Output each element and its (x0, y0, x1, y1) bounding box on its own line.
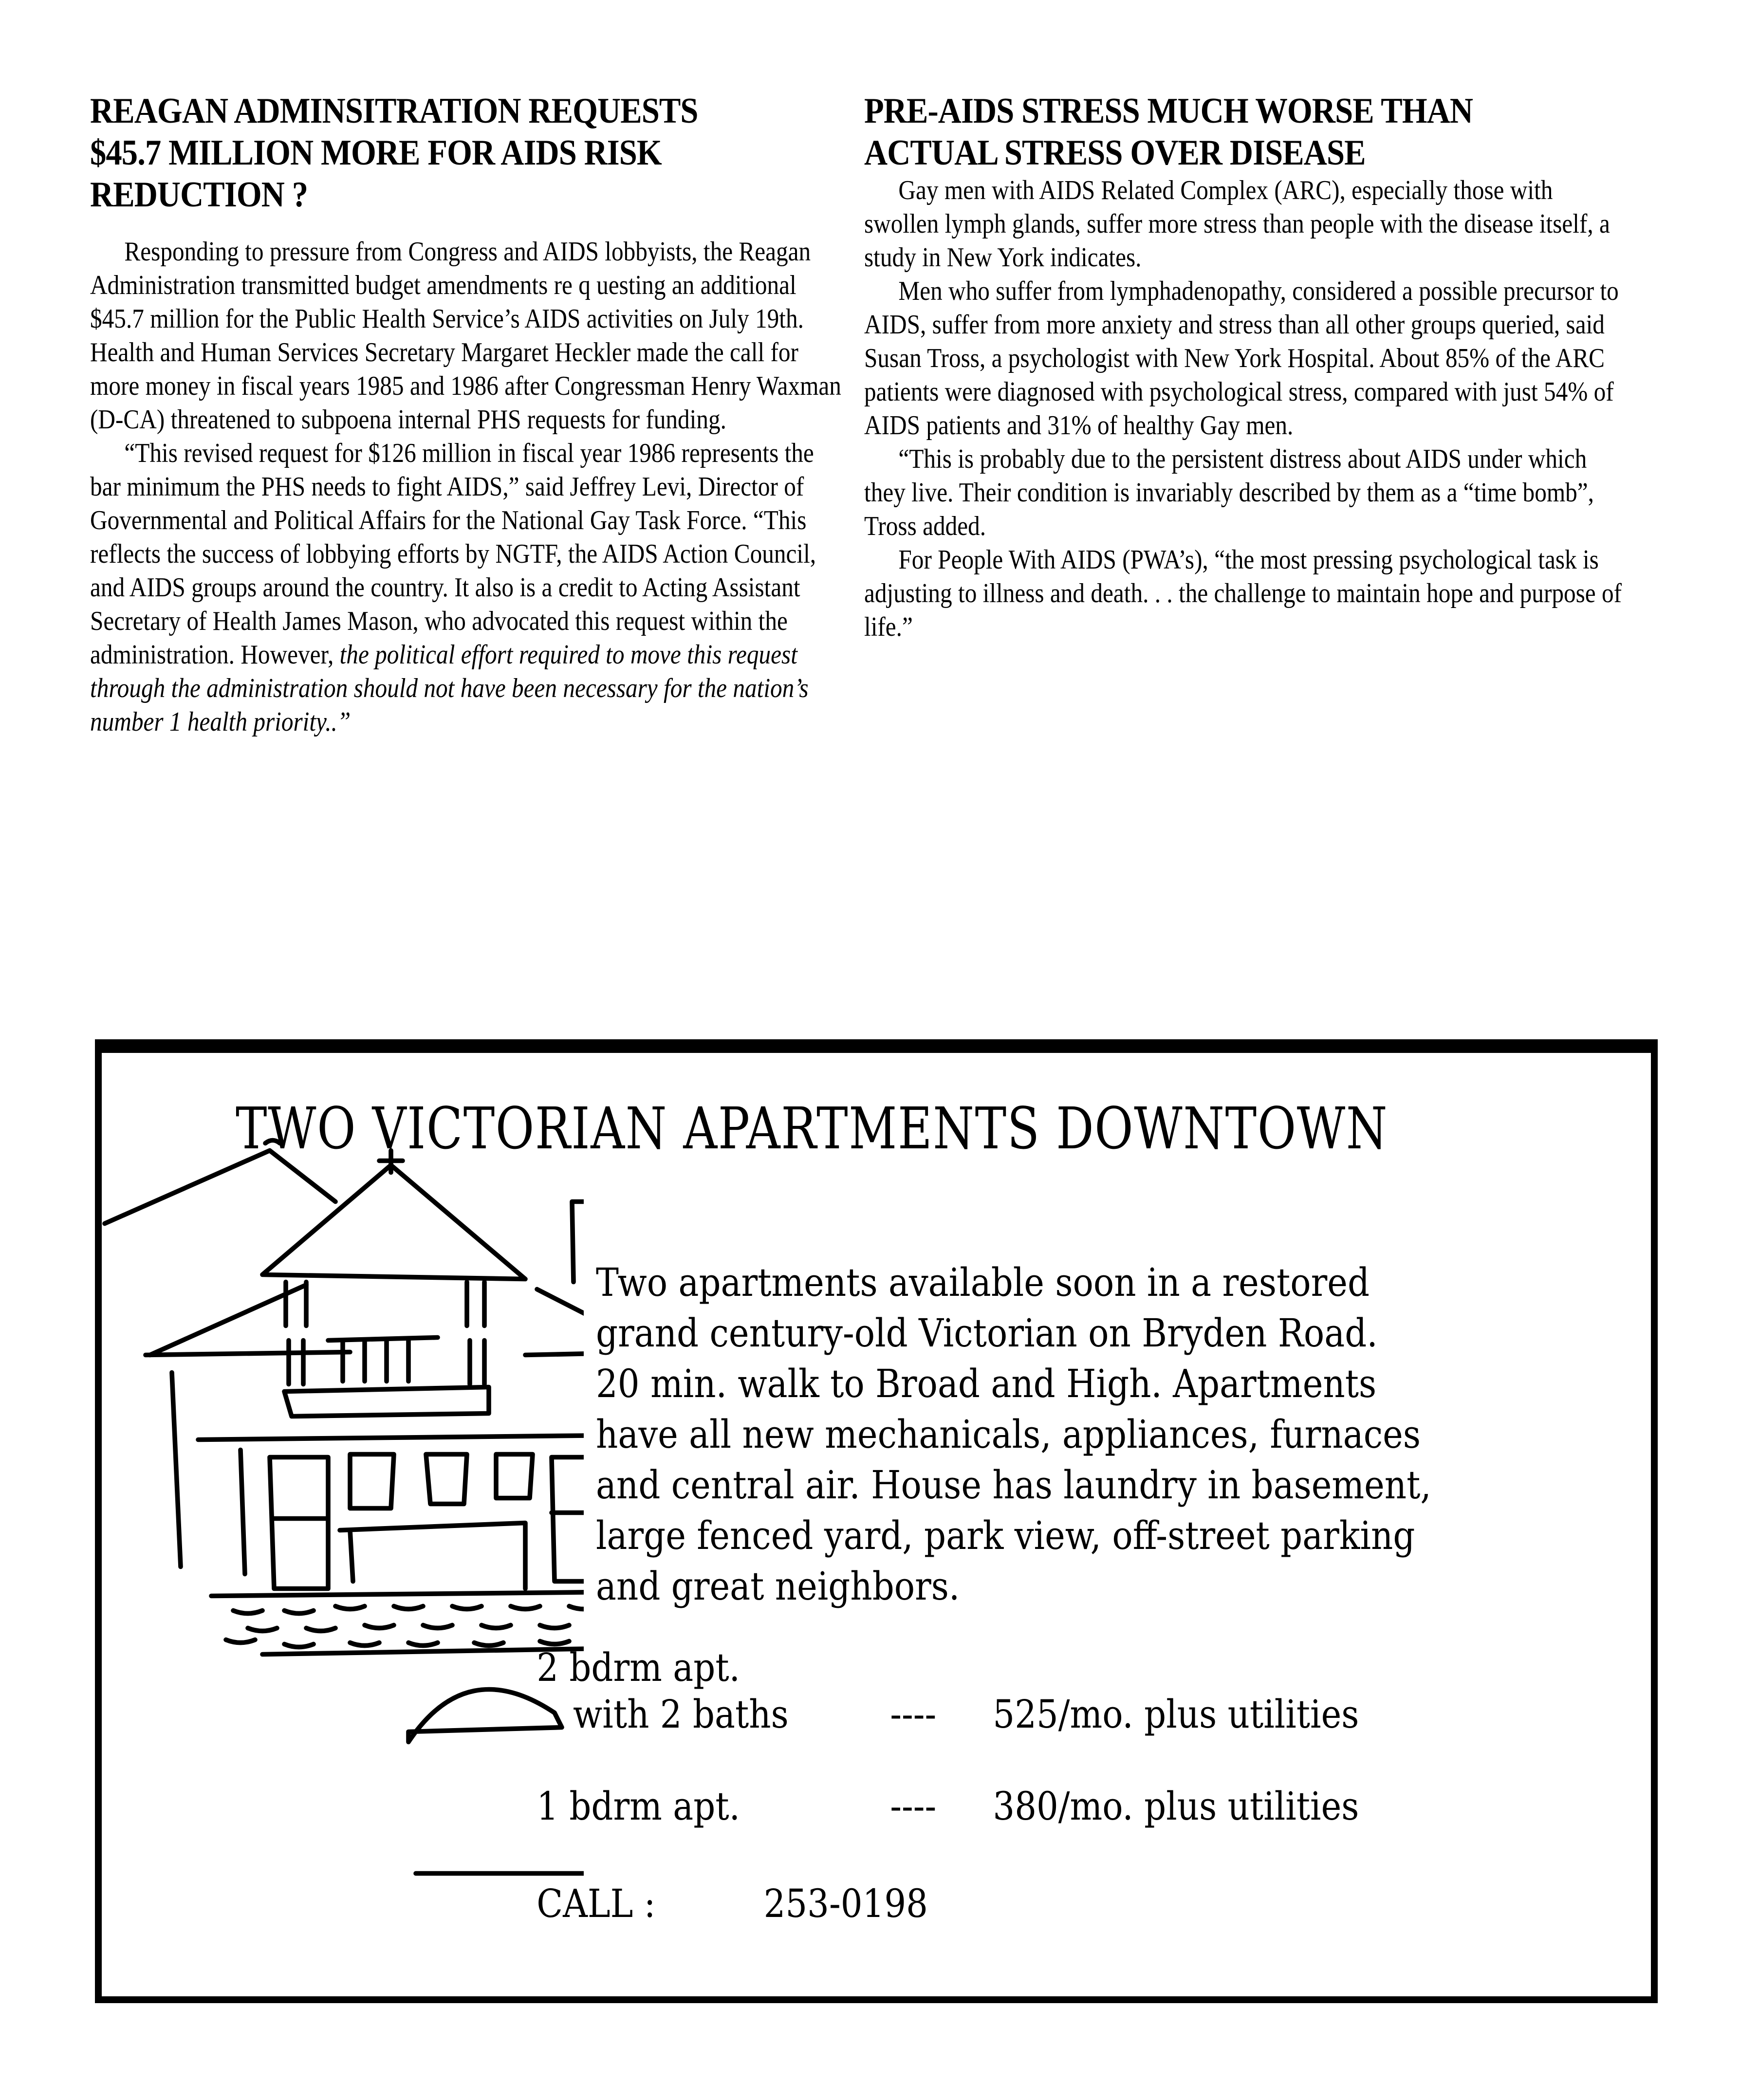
article-paragraph: For People With AIDS (PWA’s), “the most pressing psychological task is adjusting to illness and death. . . the challenge to maintain hope and purpose of life.” (864, 545, 1622, 642)
description-line: grand century-old Victorian on Bryden Road. (596, 1310, 1378, 1356)
price-separator: ---- (890, 1784, 937, 1829)
description-line: large fenced yard, park view, off-street parking (596, 1513, 1415, 1558)
description-line: 20 min. walk to Broad and High. Apartments (596, 1361, 1377, 1406)
unit-type: 2 bdrm apt. (537, 1645, 740, 1690)
call-label: CALL : (537, 1881, 656, 1926)
paragraph-text: “This revised request for $126 million in fiscal year 1986 represents the bar minimum the PHS needs to fight AIDS,” said Jeffrey Levi, Director of Governmental and Political Affairs for the National Gay Task Force. “This reflects the success of lobbying efforts by NGTF, the AIDS Action Council, and AIDS groups around the country. It also is a credit to Acting Assistant Secretary of Health James Mason, who advocated this request within the administration. However, (90, 438, 816, 670)
article-paragraph: “This is probably due to the persistent distress about AIDS under which they live. Their condition is invariably described by them as a “time bomb”, Tross added. (864, 444, 1594, 541)
unit-type: 1 bdrm apt. (537, 1784, 740, 1829)
article-paragraph: Men who suffer from lymphadenopathy, considered a possible precursor to AIDS, suffer from more anxiety and stress than all other groups queried, said Susan Tross, a psychologist with New York Hospital. About 85% of the ARC patients were diagnosed with psychological stress, compared with just 54% of AIDS patients and 31% of healthy Gay men. (864, 276, 1619, 441)
price-separator: ---- (890, 1692, 937, 1737)
article-paragraph: Responding to pressure from Congress and AIDS lobbyists, the Reagan Administration transmitted budget amendments re q uesting an additional $45.7 million for the Public Health Service’s AIDS activities on July 19th. Health and Human Services Secretary Margaret Heckler made the call for more money in fiscal years 1985 and 1986 after Congressman Henry Waxman (D-CA) threatened to subpoena internal PHS requests for funding. (90, 237, 841, 435)
apartment-advertisement (95, 1039, 1658, 2003)
article-reagan-aids-funding (90, 90, 850, 739)
description-line: and central air. House has laundry in basement, (596, 1462, 1431, 1508)
phone-number: 253-0198 (763, 1881, 928, 1926)
article-pre-aids-stress (864, 90, 1633, 644)
description-line: have all new mechanicals, appliances, furnaces (596, 1412, 1421, 1457)
article-headline (90, 90, 774, 216)
headline-line: REDUCTION ? (90, 175, 308, 215)
headline-line: PRE-AIDS STRESS MUCH WORSE THAN (864, 91, 1473, 131)
description-line: Two apartments available soon in a restored (596, 1260, 1370, 1305)
price: 380/mo. plus utilities (993, 1784, 1359, 1829)
article-paragraph: Gay men with AIDS Related Complex (ARC), especially those with swollen lymph glands, suffer more stress than people with the disease itself, a study in New York indicates. (864, 175, 1610, 273)
article-headline (864, 90, 1556, 174)
description-line: and great neighbors. (596, 1564, 960, 1609)
article-paragraph (90, 437, 845, 739)
ad-description (596, 1257, 1517, 1612)
article-body (864, 174, 1629, 644)
unit-detail: with 2 baths (573, 1692, 789, 1737)
headline-line: $45.7 MILLION MORE FOR AIDS RISK (90, 133, 662, 173)
price: 525/mo. plus utilities (993, 1692, 1359, 1737)
headline-line: REAGAN ADMINSITRATION REQUESTS (90, 91, 698, 131)
ad-title: TWO VICTORIAN APARTMENTS DOWNTOWN (236, 1095, 1388, 1162)
article-body (90, 235, 845, 739)
headline-line: ACTUAL STRESS OVER DISEASE (864, 133, 1366, 173)
victorian-house-icon (102, 1136, 584, 1944)
italic-quote: the political effort required to move this request through the administration should not have been necessary for the nation’s number 1 health priority..” (90, 640, 809, 737)
